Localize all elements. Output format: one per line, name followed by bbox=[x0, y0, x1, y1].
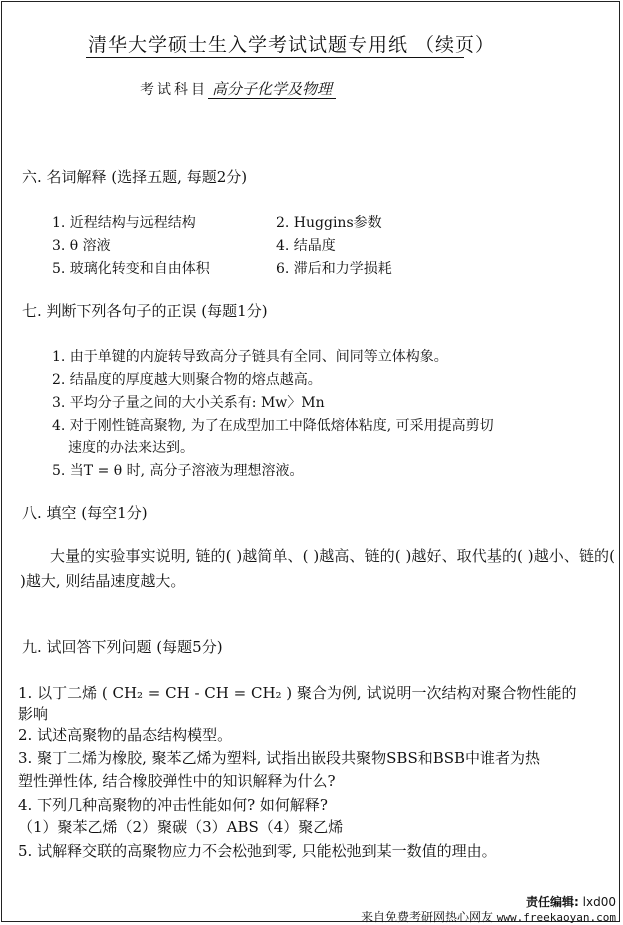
section-7-item: 3. 平均分子量之间的大小关系有: Mw〉Mn bbox=[52, 395, 325, 411]
section-8-heading: 八. 填空 (每空1分) bbox=[22, 504, 148, 522]
section-7-item: 4. 对于刚性链高聚物, 为了在成型加工中降低熔体粘度, 可采用提高剪切 bbox=[52, 418, 494, 434]
section-9-item-continuation: 塑性弹性体, 结合橡胶弹性中的知识解释为什么? bbox=[18, 772, 336, 790]
section-9-item: 1. 以丁二烯 ( CH₂ = CH - CH = CH₂ ) 聚合为例, 试说明一次结构对聚合物性能的 bbox=[18, 684, 577, 702]
editor-label: 责任编辑: bbox=[526, 895, 579, 909]
section-7-item: 1. 由于单键的内旋转导致高分子链具有全同、间同等立体构象。 bbox=[52, 349, 448, 365]
subject-handwritten-value: 高分子化学及物理 bbox=[208, 80, 336, 99]
section-7-item-continuation: 速度的办法来达到。 bbox=[68, 440, 194, 456]
section-6-heading: 六. 名词解释 (选择五题, 每题2分) bbox=[22, 168, 248, 186]
section-6-item: 3. θ 溶液 bbox=[52, 238, 111, 254]
section-9-item-continuation: 影响 bbox=[18, 705, 49, 723]
subject-label: 考试科目 bbox=[140, 82, 208, 98]
section-9-item: 5. 试解释交联的高聚物应力不会松弛到零, 只能松弛到某一数值的理由。 bbox=[18, 842, 497, 860]
fill-in-paragraph: 大量的实验事实说明, 链的( )越简单、( )越高、链的( )越好、取代基的( )越小、链的( )越大, 则结晶速度越大。 bbox=[20, 547, 615, 590]
source-credit bbox=[361, 908, 616, 925]
subject-row bbox=[140, 78, 336, 99]
section-7-item: 2. 结晶度的厚度越大则聚合物的熔点越高。 bbox=[52, 372, 322, 388]
section-7-item: 5. 当T = θ 时, 高分子溶液为理想溶液。 bbox=[52, 463, 304, 479]
section-9-item-options: （1）聚苯乙烯（2）聚碳（3）ABS（4）聚乙烯 bbox=[18, 818, 344, 836]
page-title: 清华大学硕士生入学考试试题专用纸 （续页） bbox=[88, 34, 496, 56]
source-text: 来自免费考研网热心网友 bbox=[360, 910, 493, 924]
title-underline bbox=[86, 57, 464, 58]
section-7-heading: 七. 判断下列各句子的正误 (每题1分) bbox=[22, 302, 268, 320]
section-6-item: 6. 滞后和力学损耗 bbox=[276, 261, 392, 277]
source-url: www.freekaoyan.com bbox=[496, 911, 616, 924]
section-6-item: 4. 结晶度 bbox=[276, 238, 336, 254]
section-6-item: 5. 玻璃化转变和自由体积 bbox=[52, 261, 210, 277]
section-9-item: 4. 下列几种高聚物的冲击性能如何? 如何解释? bbox=[18, 796, 328, 814]
section-6-item: 2. Huggins参数 bbox=[276, 215, 382, 231]
section-6-item: 1. 近程结构与远程结构 bbox=[52, 215, 196, 231]
section-9-heading: 九. 试回答下列问题 (每题5分) bbox=[22, 638, 223, 656]
section-9-item: 2. 试述高聚物的晶态结构模型。 bbox=[18, 726, 233, 744]
section-9-item: 3. 聚丁二烯为橡胶, 聚苯乙烯为塑料, 试指出嵌段共聚物SBS和BSB中谁者为热 bbox=[18, 749, 541, 767]
editor-value: lxd00 bbox=[582, 895, 616, 909]
